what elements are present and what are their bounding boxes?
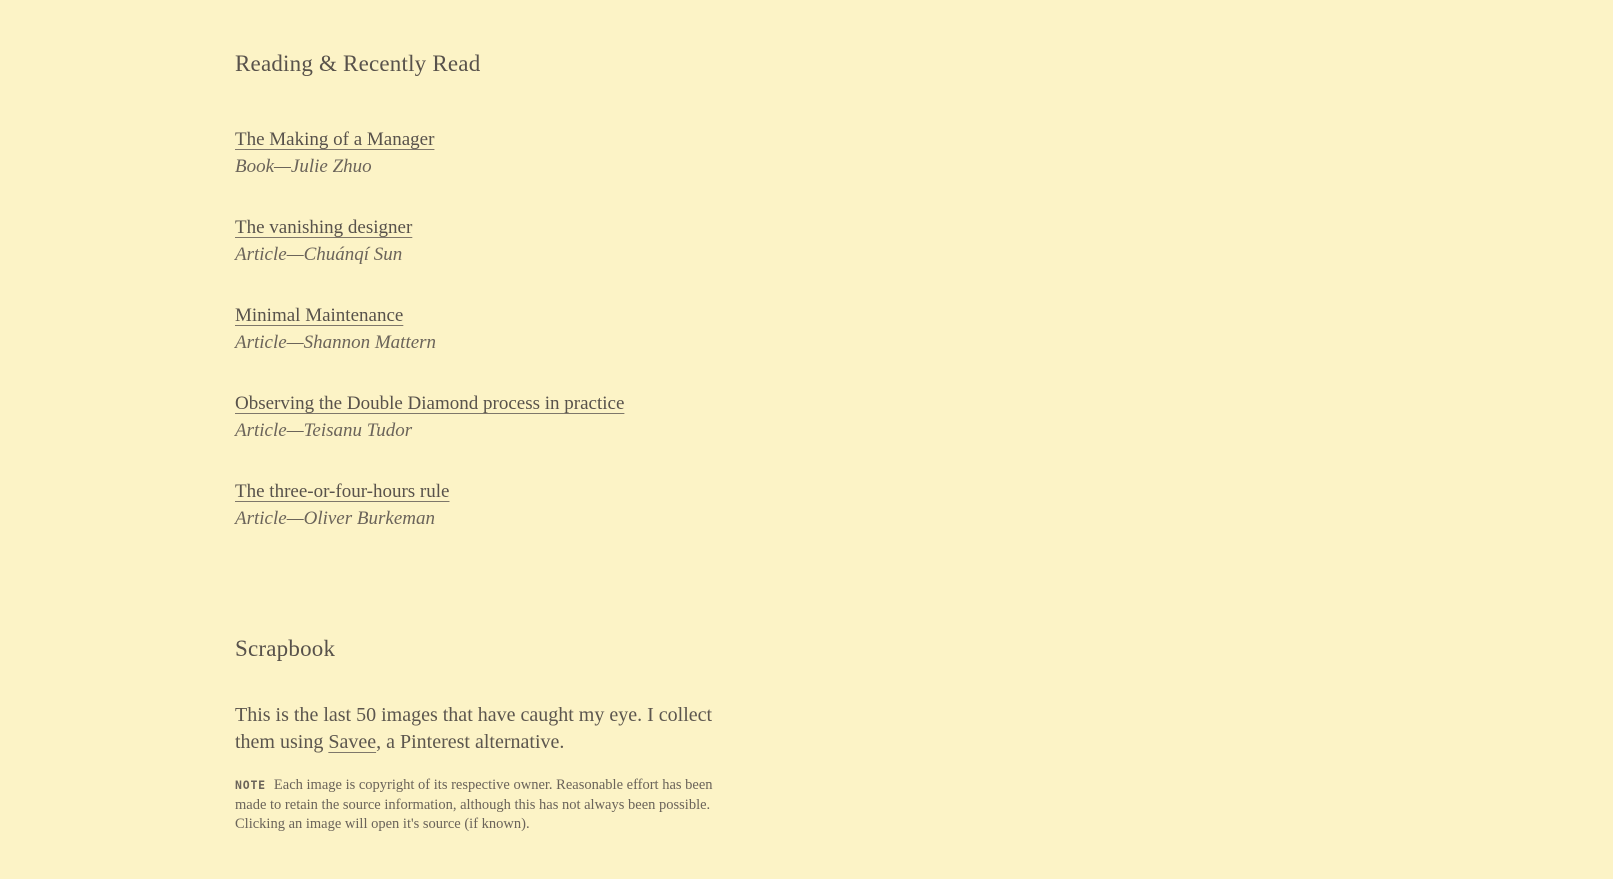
- list-item: [235, 478, 737, 532]
- reading-item-link-double-diamond[interactable]: Observing the Double Diamond process in practice: [235, 393, 625, 414]
- reading-item-meta: Article—Teisanu Tudor: [235, 420, 413, 441]
- scrapbook-intro-paragraph: [235, 702, 737, 756]
- reading-item-link-vanishing-designer[interactable]: The vanishing designer: [235, 217, 413, 238]
- note-text: Each image is copyright of its respective owner. Reasonable effort has been made to retain the source information, although this has not always been possible. Clicking an image will open it's source (if known).: [235, 777, 713, 832]
- reading-item-meta: Article—Oliver Burkeman: [235, 508, 435, 529]
- reading-section-title: Reading & Recently Read: [235, 51, 481, 76]
- list-item: [235, 126, 737, 180]
- scrapbook-intro-text-before: This is the last 50 images that have caught my eye. I collect them using: [235, 704, 713, 753]
- main-content-column: [235, 0, 737, 835]
- reading-item-link-making-of-a-manager[interactable]: The Making of a Manager: [235, 129, 435, 150]
- reading-item-link-minimal-maintenance[interactable]: Minimal Maintenance: [235, 305, 404, 326]
- list-item: [235, 302, 737, 356]
- scrapbook-section-title: Scrapbook: [235, 636, 336, 661]
- reading-list: [235, 126, 737, 532]
- note-label: NOTE: [235, 778, 266, 792]
- scrapbook-intro-text-after: , a Pinterest alternative.: [376, 731, 565, 753]
- reading-item-meta: Article—Shannon Mattern: [235, 332, 437, 353]
- reading-item-meta: Article—Chuánqí Sun: [235, 244, 403, 265]
- reading-item-meta: Book—Julie Zhuo: [235, 156, 372, 177]
- savee-link[interactable]: Savee: [328, 731, 377, 753]
- list-item: [235, 214, 737, 268]
- scrapbook-note-paragraph: [235, 776, 737, 835]
- reading-item-link-three-or-four-hours[interactable]: The three-or-four-hours rule: [235, 481, 450, 502]
- list-item: [235, 390, 737, 444]
